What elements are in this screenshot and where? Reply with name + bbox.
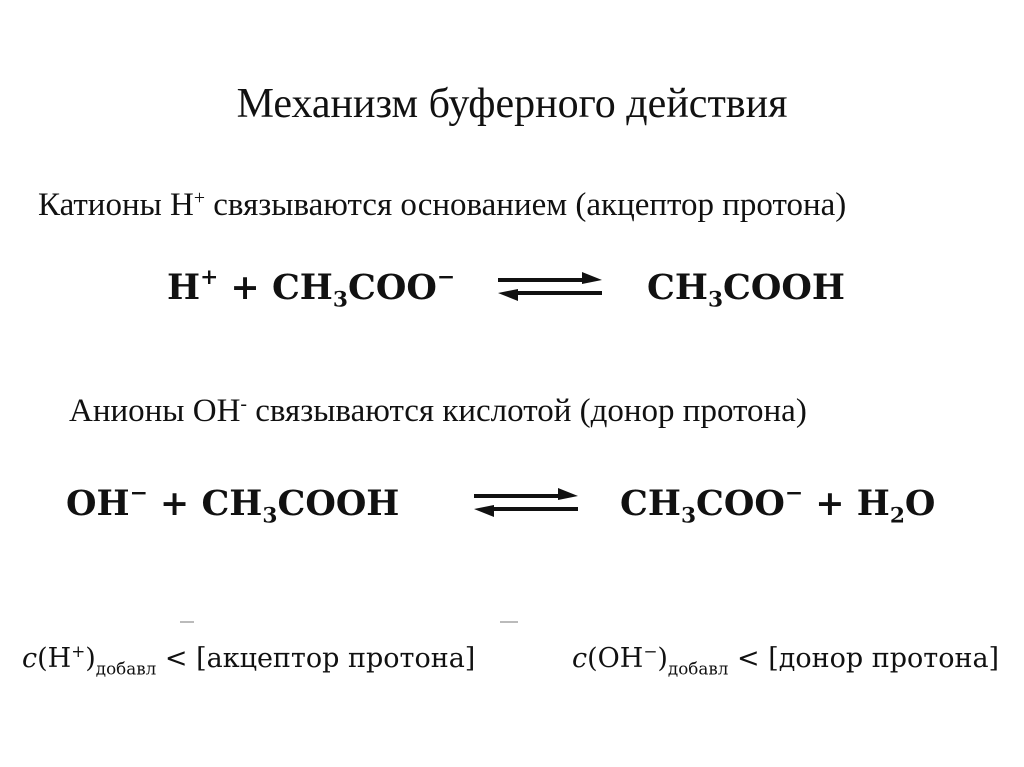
eq1-product-a: CH (647, 267, 708, 308)
eq2-plus2: + (803, 483, 857, 524)
divider-speck (500, 621, 518, 623)
cation-statement-text: Катионы H (38, 187, 194, 223)
cation-statement (38, 185, 846, 225)
eq1-reactant1-charge: + (200, 264, 219, 290)
equation2-products (620, 480, 936, 529)
cond2-c: c (572, 643, 588, 674)
cation-statement-rest: связываются основанием (акцептор протона) (205, 187, 847, 223)
eq1-product-sub: 3 (707, 287, 724, 313)
eq2-product1-a: CH (620, 483, 681, 524)
anion-statement (69, 391, 807, 431)
cond1-close: ) (85, 643, 96, 674)
eq2-reactant2-sub: 3 (262, 503, 278, 529)
eq2-reactant1-charge: − (129, 480, 148, 506)
eq2-plus: + (147, 483, 202, 524)
cond1-open: (H (37, 643, 72, 674)
equation2-reactants (66, 480, 400, 529)
anion-charge: - (240, 393, 247, 416)
eq2-reactant2-a: CH (201, 483, 263, 524)
divider-speck (180, 621, 194, 623)
eq2-product1-charge: − (784, 480, 804, 506)
equilibrium-arrows-icon (466, 484, 584, 520)
eq1-reactant2-sub: 3 (332, 287, 348, 313)
eq1-plus: + (218, 267, 272, 308)
condition-donor (572, 641, 999, 677)
eq1-reactant2-charge: − (436, 264, 455, 290)
eq1-product-b: COOH (723, 267, 845, 308)
eq2-product2-a: H (856, 483, 890, 524)
eq2-product1-b: COO (696, 483, 785, 524)
cond1-charge: + (71, 640, 86, 661)
cation-charge: + (193, 187, 206, 210)
equilibrium-arrows-icon (490, 268, 608, 304)
cond2-charge: − (643, 640, 658, 661)
condition-acceptor (22, 641, 475, 677)
eq2-product2-sub: 2 (889, 503, 905, 529)
cond2-subscript: добавл (667, 658, 729, 679)
eq2-reactant2-b: COOH (277, 483, 400, 524)
eq2-product2-b: O (904, 483, 936, 524)
cond2-close: ) (657, 643, 668, 674)
anion-statement-text: Анионы OH (69, 393, 241, 429)
eq2-product1-sub: 3 (680, 503, 697, 529)
equation1-reactants (167, 264, 455, 313)
cond2-open: (OH (587, 643, 644, 674)
eq2-reactant1: OH (66, 483, 130, 524)
eq1-reactant2-a: CH (271, 267, 333, 308)
cond1-rest: < [акцептор протона] (156, 643, 476, 674)
anion-statement-rest: связываются кислотой (донор протона) (247, 393, 807, 429)
eq1-reactant2-b: COO (347, 267, 437, 308)
cond1-subscript: добавл (95, 658, 157, 679)
slide-title: Механизм буферного действия (236, 81, 788, 127)
eq1-reactant1: H (167, 267, 201, 308)
cond1-c: c (22, 643, 38, 674)
cond2-rest: < [донор протона] (728, 643, 1000, 674)
equation1-product (647, 266, 845, 313)
